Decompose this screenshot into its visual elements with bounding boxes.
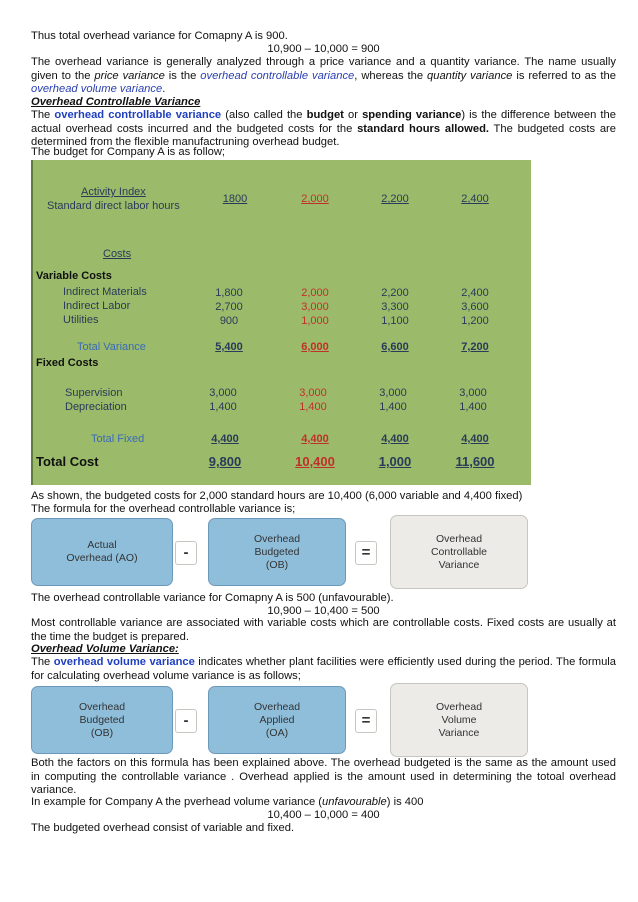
row-label-indirect-labor: Indirect Labor [63,300,131,312]
row-label-indirect-materials: Indirect Materials [63,286,147,298]
cell-ut-2: 1,000 [301,315,329,327]
cell-il-3: 3,300 [381,301,409,313]
activity-index-label: Activity Index [81,186,146,198]
cell-il-1: 2,700 [215,301,243,313]
cell-dep-1: 1,400 [209,401,237,413]
cell-sup-3: 3,000 [379,387,407,399]
row-label-utilities: Utilities [63,314,99,326]
total-cost-4: 11,600 [455,454,495,469]
formula1-equals-sign: = [355,541,377,565]
equation-3: 10,400 – 10,000 = 400 [267,809,380,821]
cell-im-4: 2,400 [461,287,489,299]
total-fixed-3: 4,400 [381,433,409,445]
total-variance-3: 6,600 [381,341,409,353]
total-variance-2: 6,000 [301,341,329,353]
cell-im-1: 1,800 [215,287,243,299]
text-controllable-result: The overhead controllable variance for Comapny A is 500 (unfavourable). [31,592,394,604]
paragraph-volume-definition: The overhead volume variance indicates whether plant facilities were efficiently used during the period. The formula for calculating overhead volume variance is as follows; [31,656,617,682]
total-cost-3: 1,000 [378,454,412,469]
cell-il-2: 3,000 [301,301,329,313]
cell-dep-2: 1,400 [299,401,327,413]
paragraph-controllable-definition: The overhead controllable variance (also called the budget or spending variance) is the difference between the actual overhead costs incurred and the budgeted costs for the standard hours allowed. The budgeted costs are determined from the flexible manufactruning overhead budget. [31,109,617,149]
formula1-actual-overhead-box: Actual Overhead (AO) [31,518,173,586]
text-line-total-variance: Thus total overhead variance for Comapny A is 900. [31,30,288,42]
paragraph-factors-explained: Both the factors on this formula has been explained above. The overhead budgeted is the same as the amount used in computing the controllable variance . Overhead applied is the amount used in determining the totoal overhead variance. [31,757,616,797]
text-budget-intro: The budget for Company A is as follow; [31,146,226,158]
text-budgeted-overhead: The budgeted overhead consist of variable and fixed. [31,822,295,834]
total-fixed-4: 4,400 [461,433,489,445]
cell-im-2: 2,000 [301,287,329,299]
cell-sup-1: 3,000 [209,387,237,399]
text-budgeted-costs: As shown, the budgeted costs for 2,000 standard hours are 10,400 (6,000 variable and 4,400 fixed) [31,490,523,502]
flexible-budget-table [31,160,531,485]
paragraph-controllable-costs: Most controllable variance are associated with variable costs which are controllable costs. Fixed costs are usually at the time the budget is prepared. [31,617,616,643]
formula2-volume-variance-box: Overhead Volume Variance [390,683,528,757]
total-fixed-label: Total Fixed [91,433,145,445]
total-cost-2: 10,400 [295,454,335,469]
formula2-equals-sign: = [355,709,377,733]
total-variance-1: 5,400 [215,341,243,353]
variable-costs-label: Variable Costs [36,270,112,282]
hours-col-4: 2,400 [461,193,489,205]
total-fixed-2: 4,400 [301,433,329,445]
formula1-minus-sign: - [175,541,197,565]
row-label-depreciation: Depreciation [65,401,127,413]
equation-1: 10,900 – 10,000 = 900 [267,43,380,55]
text-formula-intro-1: The formula for the overhead controllable variance is; [31,503,296,515]
heading-volume-variance: Overhead Volume Variance: [31,643,179,655]
cell-ut-4: 1,200 [461,315,489,327]
fixed-costs-label: Fixed Costs [36,357,99,369]
total-variance-label: Total Variance [77,341,146,353]
cell-sup-2: 3,000 [299,387,327,399]
formula2-overhead-budgeted-box: Overhead Budgeted (OB) [31,686,173,754]
total-cost-1: 9,800 [208,454,242,469]
std-hours-label: Standard direct labor hours [47,200,180,212]
formula1-controllable-variance-box: Overhead Controllable Variance [390,515,528,589]
hours-col-3: 2,200 [381,193,409,205]
cell-dep-4: 1,400 [459,401,487,413]
row-label-supervision: Supervision [65,387,123,399]
total-fixed-1: 4,400 [211,433,239,445]
hours-col-2: 2,000 [301,193,329,205]
hours-col-1: 1800 [222,193,248,205]
total-cost-label: Total Cost [36,454,99,469]
heading-controllable-variance: Overhead Controllable Variance [31,96,201,108]
paragraph-variance-analysis: The overhead variance is generally analyzed through a price variance and a quantity variance. The name usually given to the price variance is the overhead controllable variance, whereas the quantity variance is referred to as the overhead volume variance. [31,56,616,96]
equation-2: 10,900 – 10,400 = 500 [267,605,380,617]
cell-ut-1: 900 [219,315,239,327]
cell-ut-3: 1,100 [381,315,409,327]
cell-im-3: 2,200 [381,287,409,299]
costs-label: Costs [103,248,132,260]
formula2-overhead-applied-box: Overhead Applied (OA) [208,686,346,754]
total-variance-4: 7,200 [461,341,489,353]
cell-sup-4: 3,000 [459,387,487,399]
cell-dep-3: 1,400 [379,401,407,413]
formula2-minus-sign: - [175,709,197,733]
text-volume-example: In example for Company A the pverhead volume variance (unfavourable) is 400 [31,796,424,808]
formula1-overhead-budgeted-box: Overhead Budgeted (OB) [208,518,346,586]
cell-il-4: 3,600 [461,301,489,313]
